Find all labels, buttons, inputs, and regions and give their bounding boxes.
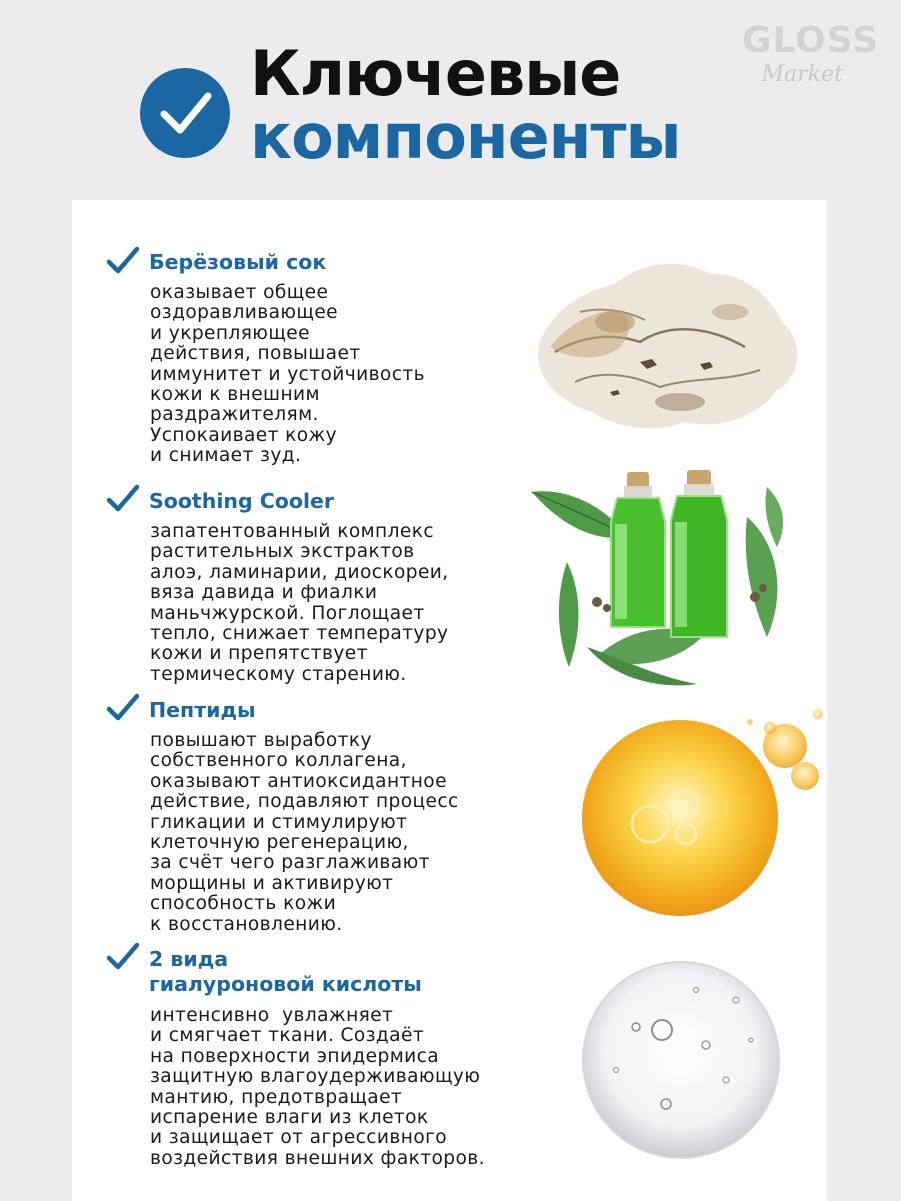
components-card (72, 200, 827, 1201)
green-oil-bottles-image (527, 462, 797, 692)
component-title: Пептиды (149, 698, 256, 722)
component-description: интенсивно увлажняет и смягчает ткани. Создаёт на поверхности эпидермиса защитную влагоудерживающую мантию, предотвращает испарение влаги из клеток и защищает от агрессивного воздействия внешних факторов. (150, 1005, 485, 1169)
title-line-1: Ключевые (250, 37, 621, 110)
birch-bark-image (520, 252, 810, 437)
component-description: запатентованный комплекс растительных экстрактов алоэ, ламинарии, диоскореи, вяза давида и фиалки маньчжурской. Поглощает тепло, снижает температуру кожи и препятствует термическому старению. (150, 521, 449, 685)
check-icon (106, 693, 140, 723)
check-icon (106, 484, 140, 514)
title-line-2: компоненты (250, 100, 681, 174)
component-title: Soothing Cooler (149, 489, 335, 513)
check-icon (106, 942, 140, 972)
clear-gel-drop-image (576, 960, 786, 1160)
brand-sub: Market (761, 62, 843, 87)
brand-logo (709, 20, 879, 92)
component-description: повышают выработку собственного коллагена, оказывают антиоксидантное действие, подавляют процесс гликации и стимулируют клеточную регенерацию, за счёт чего разглаживают морщины и активируют способность кожи к восстановлению. (150, 730, 459, 935)
component-title: 2 вида гиалуроновой кислоты (149, 947, 422, 996)
checkmark-badge-icon (140, 68, 230, 158)
component-description: оказывает общее оздоравливающее и укрепляющее действия, повышает иммунитет и устойчивость кожи к внешним раздражителям. Успокаивает кожу и снимает зуд. (150, 282, 425, 467)
component-title: Берёзовый сок (149, 250, 327, 274)
golden-serum-drop-image (580, 694, 830, 919)
page-title (250, 37, 681, 174)
check-icon (106, 246, 140, 276)
brand-name: GLOSS (741, 20, 879, 61)
